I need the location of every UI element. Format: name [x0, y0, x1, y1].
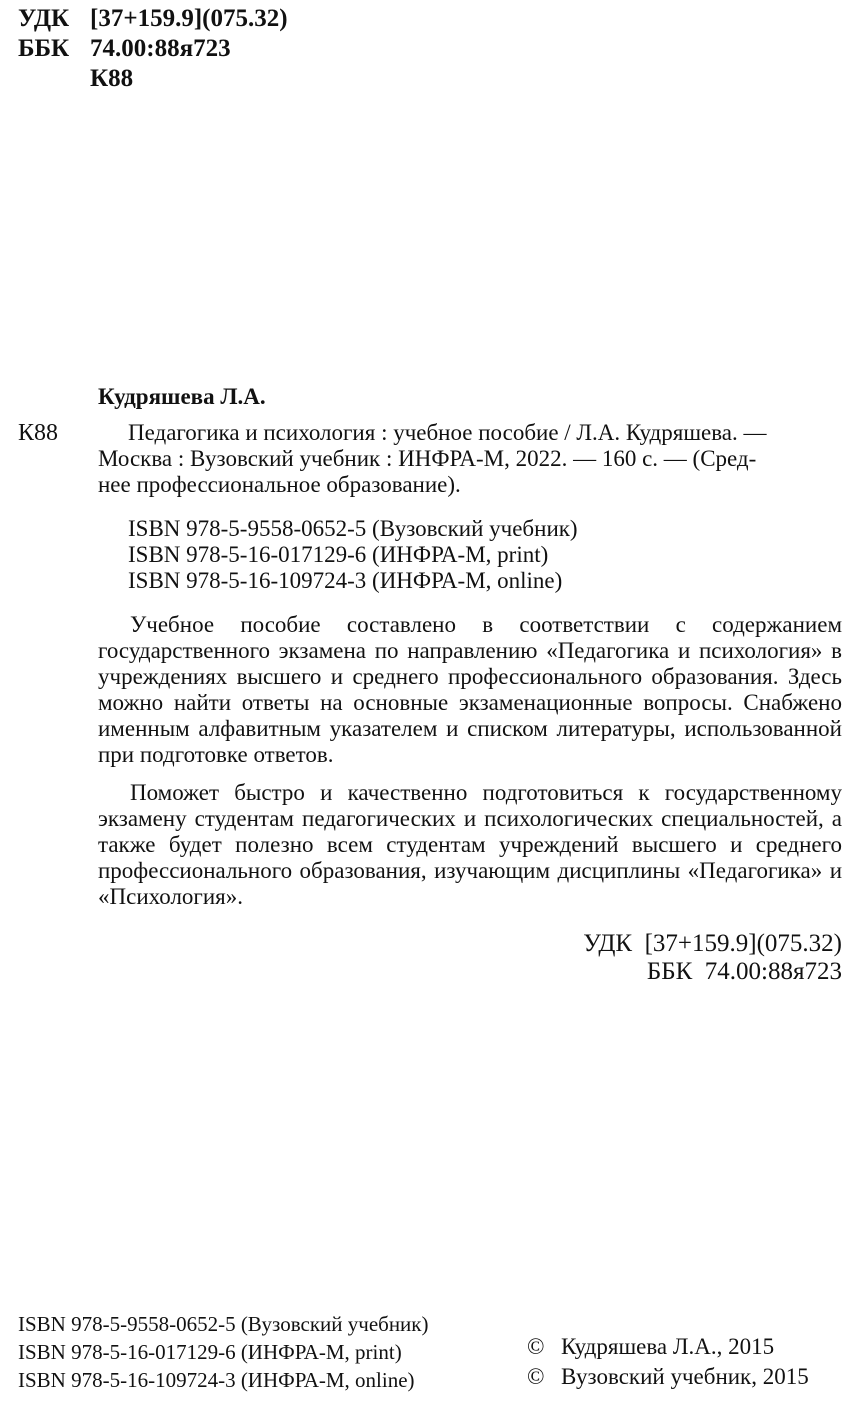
footer-isbn-line: ISBN 978-5-16-017129-6 (ИНФРА-М, print) [18, 1340, 402, 1364]
bbk-value: 74.00:88я723 [90, 35, 231, 62]
bbk-line: ББК 74.00:88я723 [646, 958, 842, 985]
author-heading: Кудряшева Л.А. [98, 384, 266, 409]
classification-header [18, 4, 288, 94]
bbk-row [18, 34, 288, 64]
author-mark-row [18, 64, 288, 94]
description-line: нее профессиональное образование). [98, 472, 461, 497]
isbn-line: ISBN 978-5-16-017129-6 (ИНФРА-М, print) [128, 542, 549, 567]
annotation [98, 612, 842, 910]
copyright-holder: Кудряшева Л.А., 2015 [561, 1334, 775, 1359]
record-author-mark: К88 [18, 420, 59, 446]
copyright-sign: © [527, 1364, 545, 1389]
footer-isbn-line: ISBN 978-5-9558-0652-5 (Вузовский учебник) [18, 1312, 429, 1336]
description-line: Москва : Вузовский учебник : ИНФРА-М, 2022. — 160 с. — (Сред- [98, 446, 757, 471]
bbk-label: ББК [18, 35, 70, 62]
isbn-line: ISBN 978-5-16-109724-3 (ИНФРА-М, online) [128, 568, 563, 593]
footer-isbn-list [18, 1310, 429, 1394]
udk-value: [37+159.9](075.32) [90, 5, 288, 32]
author-mark: К88 [90, 65, 134, 92]
annotation-paragraph: Учебное пособие составлено в соответствии с содержанием государственного экзамена по направлению «Педагогика и психология» в учреждениях высшего и среднего профессионального образования. Здесь можно найти ответы на основные экзаменационные вопросы. Снабжено именным алфавитным указателем и списком литературы, использованной при подготовке ответов. [98, 612, 842, 767]
description-line: Педагогика и психология : учебное пособие / Л.А. Кудряшева. — [128, 420, 767, 445]
copyright-line [527, 1332, 809, 1362]
isbn-line: ISBN 978-5-9558-0652-5 (Вузовский учебник) [128, 516, 578, 541]
footer-isbn-line: ISBN 978-5-16-109724-3 (ИНФРА-М, online) [18, 1368, 415, 1392]
copyright-line [527, 1362, 809, 1392]
classification-footer [583, 930, 842, 986]
copyright-sign: © [527, 1334, 545, 1359]
udk-label: УДК [18, 5, 70, 32]
copyright-holder: Вузовский учебник, 2015 [561, 1364, 809, 1389]
bibliographic-description [98, 420, 767, 498]
copyright-block [527, 1332, 809, 1392]
udk-row [18, 4, 288, 34]
annotation-paragraph: Поможет быстро и качественно подготовиться к государственному экзамену студентам педагогических и психологических специальностей, а также будет полезно всем студентам учреждений высшего и среднего профессионального образования, изучающим дисциплины «Педагогика» и «Психология». [98, 780, 842, 909]
record-isbn-list [128, 516, 578, 594]
udk-line: УДК [37+159.9](075.32) [583, 930, 842, 957]
